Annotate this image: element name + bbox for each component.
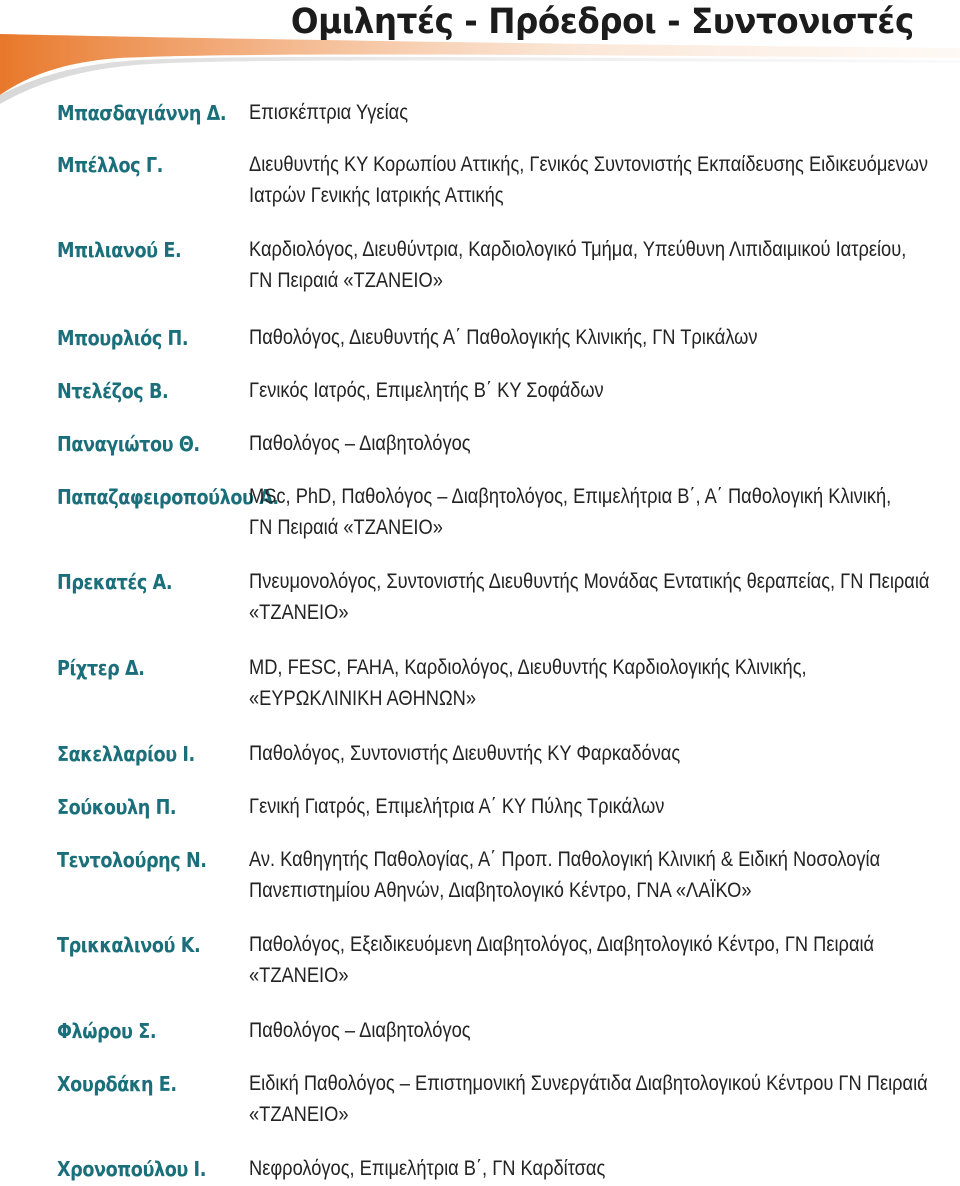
description-line: Πνευμονολόγος, Συντονιστής Διευθυντής Μονάδας Εντατικής θεραπείας, ΓΝ Πειραιά — [249, 570, 930, 593]
speaker-description — [249, 929, 875, 991]
description-line: ΓΝ Πειραιά «ΤΖΑΝΕΙΟ» — [249, 269, 443, 292]
speaker-description — [249, 1015, 875, 1046]
speaker-name: Ντελέζος Β. — [57, 379, 169, 403]
description-line: Παθολόγος – Διαβητολόγος — [249, 1019, 471, 1042]
description-line: Ιατρών Γενικής Ιατρικής Αττικής — [249, 184, 504, 207]
description-line: Παθολόγος, Διευθυντής Α΄ Παθολογικής Κλινικής, ΓΝ Τρικάλων — [249, 326, 758, 349]
speaker-name: Πρεκατές Α. — [57, 570, 173, 594]
speaker-name: Μπιλιανού Ε. — [57, 238, 182, 262]
page-title: Ομιλητές - Πρόεδροι - Συντονιστές — [291, 2, 914, 42]
speaker-name: Σούκουλη Π. — [57, 795, 177, 819]
speaker-name: Μπέλλος Γ. — [57, 153, 163, 177]
speaker-description — [249, 375, 875, 406]
speaker-name: Ρίχτερ Δ. — [57, 656, 145, 680]
description-line: «ΤΖΑΝΕΙΟ» — [249, 601, 349, 624]
speaker-name: Χουρδάκη Ε. — [57, 1072, 177, 1096]
speaker-description — [249, 481, 892, 543]
speaker-name: Παπαζαφειροπούλου Α. — [57, 485, 279, 509]
description-line: Γενικός Ιατρός, Επιμελητής Β΄ ΚΥ Σοφάδων — [249, 379, 604, 402]
speaker-description — [249, 566, 930, 628]
speaker-description — [249, 791, 875, 822]
description-line: Παθολόγος, Συντονιστής Διευθυντής ΚΥ Φαρκαδόνας — [249, 742, 681, 765]
description-line: Αν. Καθηγητής Παθολογίας, Α΄ Προπ. Παθολογική Κλινική & Ειδική Νοσολογία — [249, 848, 881, 871]
speaker-description — [249, 1068, 928, 1130]
speaker-description — [249, 738, 875, 769]
description-line: «ΤΖΑΝΕΙΟ» — [249, 1103, 349, 1126]
description-line: Νεφρολόγος, Επιμελήτρια Β΄, ΓΝ Καρδίτσας — [249, 1157, 606, 1180]
description-line: «ΕΥΡΩΚΛΙΝΙΚΗ ΑΘΗΝΩΝ» — [249, 687, 476, 710]
speaker-description — [249, 234, 907, 296]
description-line: MD, FESC, FAHA, Καρδιολόγος, Διευθυντής Καρδιολογικής Κλινικής, — [249, 656, 807, 679]
description-line: Παθολόγος, Εξειδικευόμενη Διαβητολόγος, Διαβητολογικό Κέντρο, ΓΝ Πειραιά — [249, 933, 875, 956]
description-line: «ΤΖΑΝΕΙΟ» — [249, 964, 349, 987]
speaker-name: Μπασδαγιάννη Δ. — [57, 101, 227, 125]
speaker-description — [249, 844, 881, 906]
speaker-name: Παναγιώτου Θ. — [57, 432, 200, 456]
speaker-description — [249, 322, 875, 353]
description-line: Καρδιολόγος, Διευθύντρια, Καρδιολογικό Τμήμα, Υπεύθυνη Λιπιδαιμικού Ιατρείου, — [249, 238, 907, 261]
description-line: Διευθυντής ΚΥ Κορωπίου Αττικής, Γενικός Συντονιστής Εκπαίδευσης Ειδικευόμενων — [249, 153, 929, 176]
speaker-name: Χρονοπούλου Ι. — [57, 1157, 206, 1181]
description-line: ΓΝ Πειραιά «ΤΖΑΝΕΙΟ» — [249, 516, 443, 539]
speaker-description — [249, 652, 875, 714]
speaker-description — [249, 428, 875, 459]
description-line: MSc, PhD, Παθολόγος – Διαβητολόγος, Επιμελήτρια Β΄, Α΄ Παθολογική Κλινική, — [249, 485, 892, 508]
speaker-name: Τρικκαλινού Κ. — [57, 933, 201, 957]
speaker-name: Φλώρου Σ. — [57, 1019, 157, 1043]
description-line: Πανεπιστημίου Αθηνών, Διαβητολογικό Κέντρο, ΓΝΑ «ΛΑΪΚΟ» — [249, 879, 752, 902]
speaker-description — [249, 149, 929, 211]
description-line: Παθολόγος – Διαβητολόγος — [249, 432, 471, 455]
description-line: Ειδική Παθολόγος – Επιστημονική Συνεργάτιδα Διαβητολογικού Κέντρου ΓΝ Πειραιά — [249, 1072, 928, 1095]
speaker-name: Τεντολούρης Ν. — [57, 848, 207, 872]
description-line: Επισκέπτρια Υγείας — [249, 101, 409, 124]
description-line: Γενική Γιατρός, Επιμελήτρια Α΄ ΚΥ Πύλης Τρικάλων — [249, 795, 665, 818]
speaker-description — [249, 1153, 875, 1184]
speaker-name: Σακελλαρίου Ι. — [57, 742, 195, 766]
speaker-description — [249, 97, 875, 128]
speaker-name: Μπουρλιός Π. — [57, 326, 189, 350]
